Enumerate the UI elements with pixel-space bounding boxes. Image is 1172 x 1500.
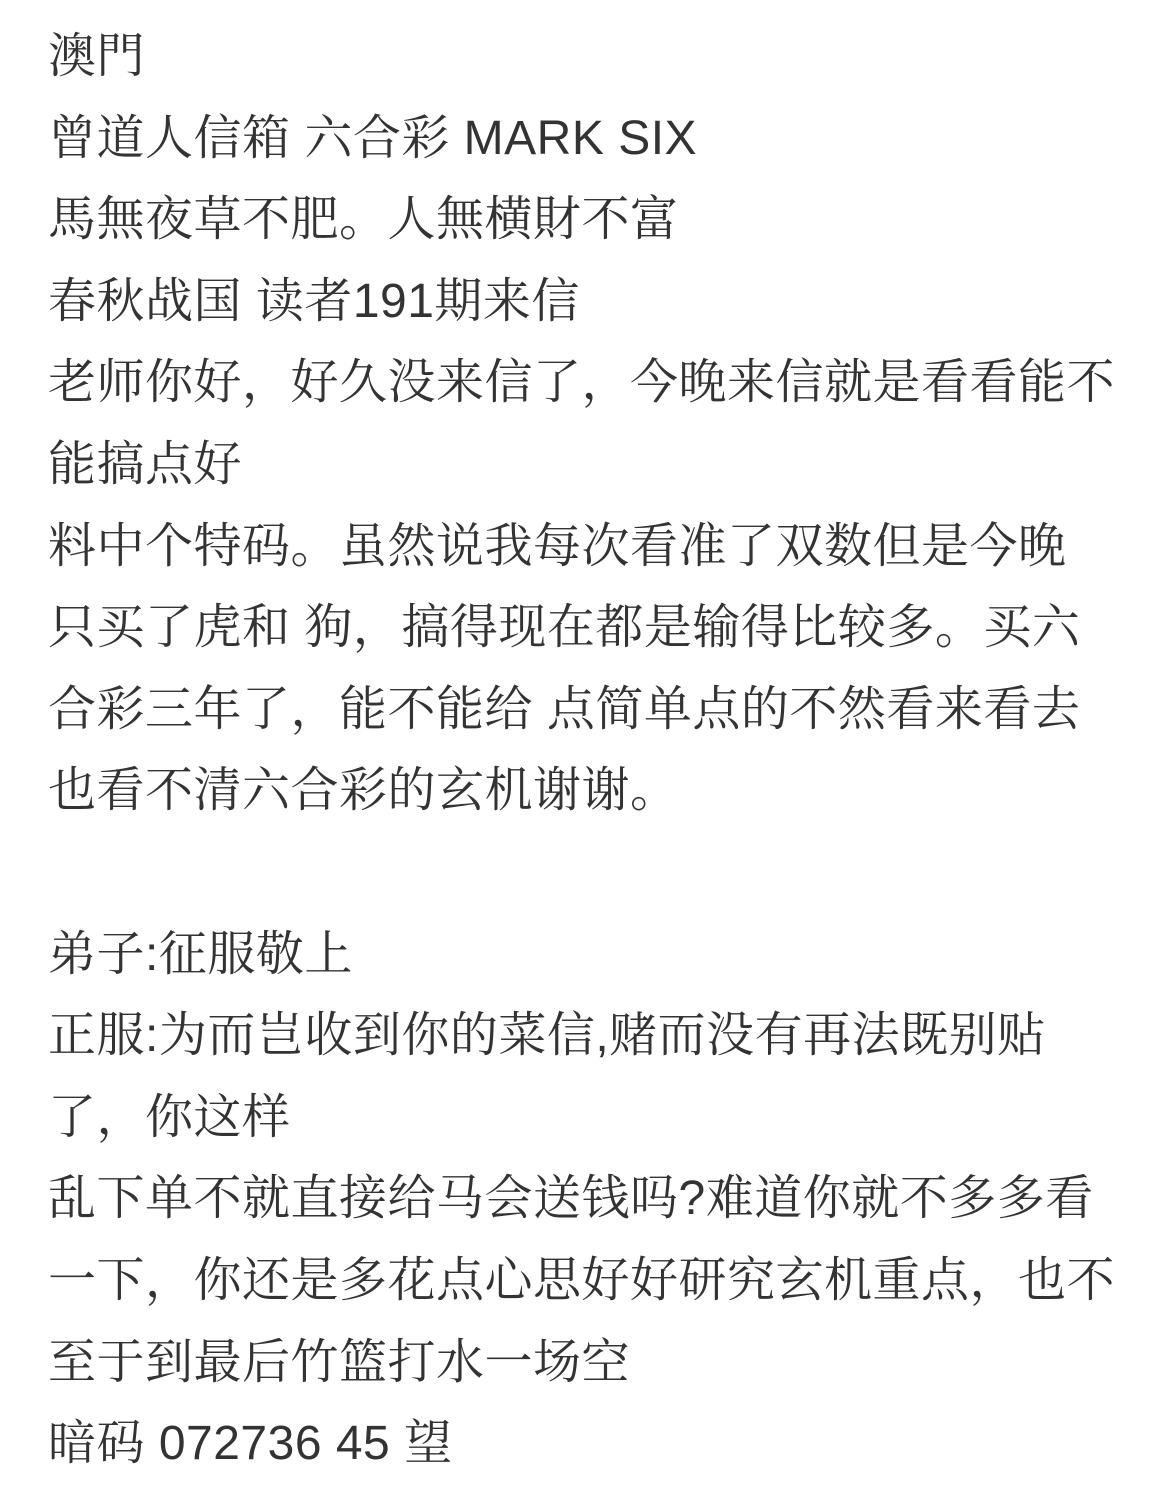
text-line: 曾道人信箱 六合彩 MARK SIX	[48, 111, 698, 165]
text-line: 也看不清六合彩的玄机谢谢。	[48, 764, 679, 818]
text-line: 一下，你还是多花点心思好好研究玄机重点，也不	[48, 1253, 1116, 1307]
text-line: 乱下单不就直接给马会送钱吗?难道你就不多多看	[48, 1172, 1094, 1226]
text-line: 了，你这样	[48, 1090, 291, 1144]
text-line: 能搞点好	[48, 437, 243, 491]
text-line: 馬無夜草不肥。人無横財不富	[48, 193, 679, 247]
text-line: 正服:为而岂收到你的菜信,赌而没有再法既别贴	[48, 1009, 1046, 1063]
text-line: 暗码 072736 45 望	[48, 1417, 453, 1471]
text-line: 老师你好，好久没来信了，今晚来信就是看看能不	[48, 356, 1116, 410]
text-line: 合彩三年了，能不能给 点简单点的不然看来看去	[48, 682, 1081, 736]
text-line: 只买了虎和 狗，搞得现在都是输得比较多。买六	[48, 601, 1081, 655]
text-line: 料中个特码。虽然说我每次看准了双数但是今晚	[48, 519, 1067, 573]
text-line: 弟子:征服敬上	[48, 927, 353, 981]
text-line: 春秋战国 读者191期来信	[48, 274, 580, 328]
text-line: 至于到最后竹篮打水一场空	[48, 1335, 631, 1389]
text-line: 澳門	[48, 30, 146, 83]
blank-line	[48, 832, 1128, 914]
